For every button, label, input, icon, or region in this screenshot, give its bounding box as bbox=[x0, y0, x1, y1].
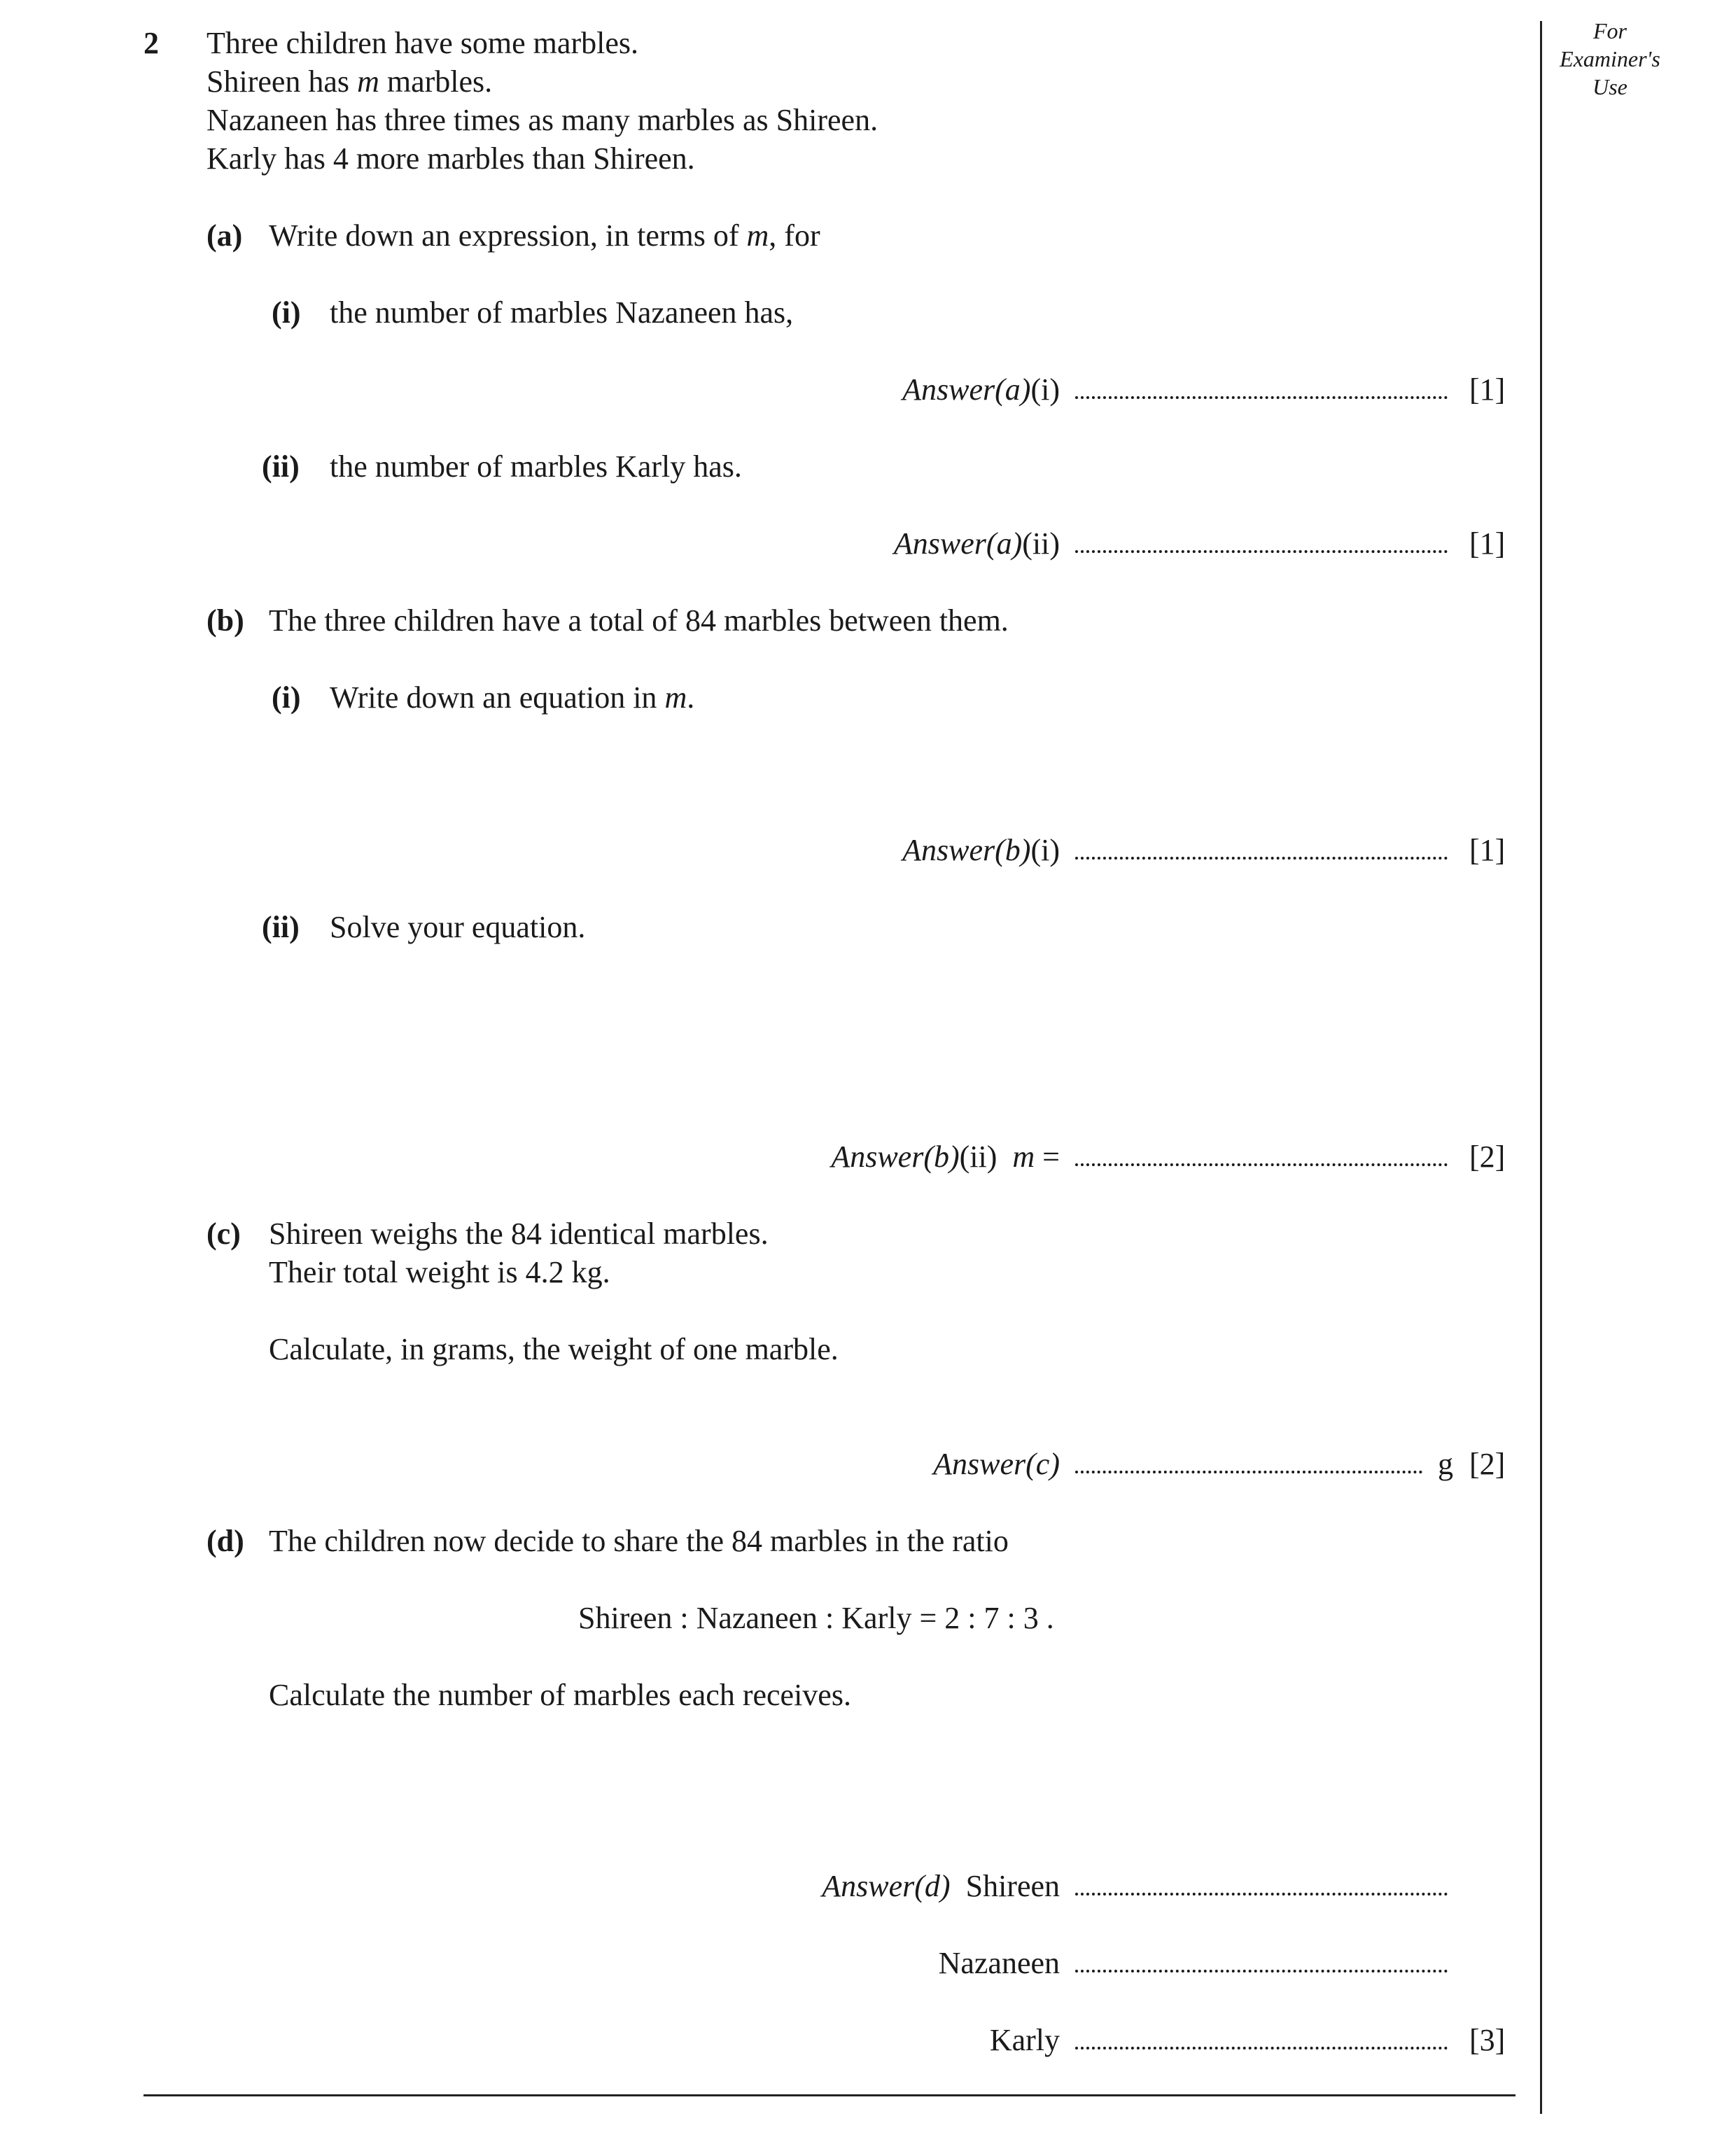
part-b-i-label: (i) bbox=[272, 680, 301, 715]
answer-c-unit: g bbox=[1438, 1447, 1453, 1481]
answer-d-nazaneen-label: Nazaneen bbox=[938, 1946, 1060, 1980]
marks-a-i: [1] bbox=[1469, 372, 1506, 407]
part-d-label: (d) bbox=[206, 1524, 244, 1558]
answer-d-karly-label: Karly bbox=[989, 2023, 1060, 2057]
marks-d: [3] bbox=[1469, 2023, 1506, 2057]
part-d-line-1: The children now decide to share the 84 marbles in the ratio bbox=[269, 1524, 1009, 1558]
answer-b-i-line[interactable] bbox=[1075, 857, 1448, 860]
answer-d-shireen-line[interactable] bbox=[1075, 1893, 1448, 1896]
answer-a-i-line[interactable] bbox=[1075, 396, 1448, 399]
part-d-line-3: Calculate the number of marbles each receives. bbox=[269, 1678, 851, 1712]
marks-a-ii: [1] bbox=[1469, 526, 1506, 561]
part-a-ii-label: (ii) bbox=[262, 449, 300, 484]
part-c-line-3: Calculate, in grams, the weight of one marble. bbox=[269, 1332, 839, 1366]
part-d-ratio: Shireen : Nazaneen : Karly = 2 : 7 : 3 . bbox=[578, 1601, 1054, 1635]
examiner-use-note: For Examiner's Use bbox=[1560, 18, 1660, 99]
part-a-label: (a) bbox=[206, 218, 243, 253]
answer-b-ii-line[interactable] bbox=[1075, 1163, 1448, 1166]
part-b-label: (b) bbox=[206, 603, 244, 638]
part-c-label: (c) bbox=[206, 1217, 241, 1251]
intro-line-4: Karly has 4 more marbles than Shireen. bbox=[206, 141, 695, 176]
intro-line-3: Nazaneen has three times as many marbles as Shireen. bbox=[206, 103, 878, 137]
marks-b-i: [1] bbox=[1469, 833, 1506, 867]
part-a-text: Write down an expression, in terms of m, for bbox=[269, 218, 820, 253]
part-c-line-1: Shireen weighs the 84 identical marbles. bbox=[269, 1217, 769, 1251]
answer-d-shireen-label: Answer(d) Shireen bbox=[822, 1869, 1060, 1903]
answer-c-label: Answer(c) bbox=[933, 1447, 1060, 1481]
part-a-i-text: the number of marbles Nazaneen has, bbox=[330, 295, 794, 330]
part-c-line-2: Their total weight is 4.2 kg. bbox=[269, 1255, 610, 1289]
answer-d-nazaneen-line[interactable] bbox=[1075, 1970, 1448, 1973]
answer-b-i-label: Answer(b)(i) bbox=[902, 833, 1060, 867]
marks-b-ii: [2] bbox=[1469, 1140, 1506, 1174]
part-a-i-label: (i) bbox=[272, 295, 301, 330]
answer-c-line[interactable] bbox=[1075, 1471, 1422, 1473]
answer-a-ii-line[interactable] bbox=[1075, 550, 1448, 553]
answer-a-i-label: Answer(a)(i) bbox=[902, 372, 1060, 407]
margin-rule bbox=[1540, 21, 1542, 2114]
bottom-rule bbox=[144, 2094, 1516, 2096]
part-b-ii-label: (ii) bbox=[262, 910, 300, 944]
answer-b-ii-label: Answer(b)(ii) m = bbox=[831, 1140, 1060, 1174]
part-b-i-text: Write down an equation in m. bbox=[330, 680, 695, 715]
answer-a-ii-label: Answer(a)(ii) bbox=[893, 526, 1060, 561]
part-b-text: The three children have a total of 84 marbles between them. bbox=[269, 603, 1009, 638]
question-number: 2 bbox=[144, 26, 159, 60]
answer-d-karly-line[interactable] bbox=[1075, 2047, 1448, 2050]
part-a-ii-text: the number of marbles Karly has. bbox=[330, 449, 742, 484]
intro-line-2: Shireen has m marbles. bbox=[206, 64, 493, 99]
marks-c: [2] bbox=[1469, 1447, 1506, 1481]
part-b-ii-text: Solve your equation. bbox=[330, 910, 586, 944]
intro-line-1: Three children have some marbles. bbox=[206, 26, 638, 60]
